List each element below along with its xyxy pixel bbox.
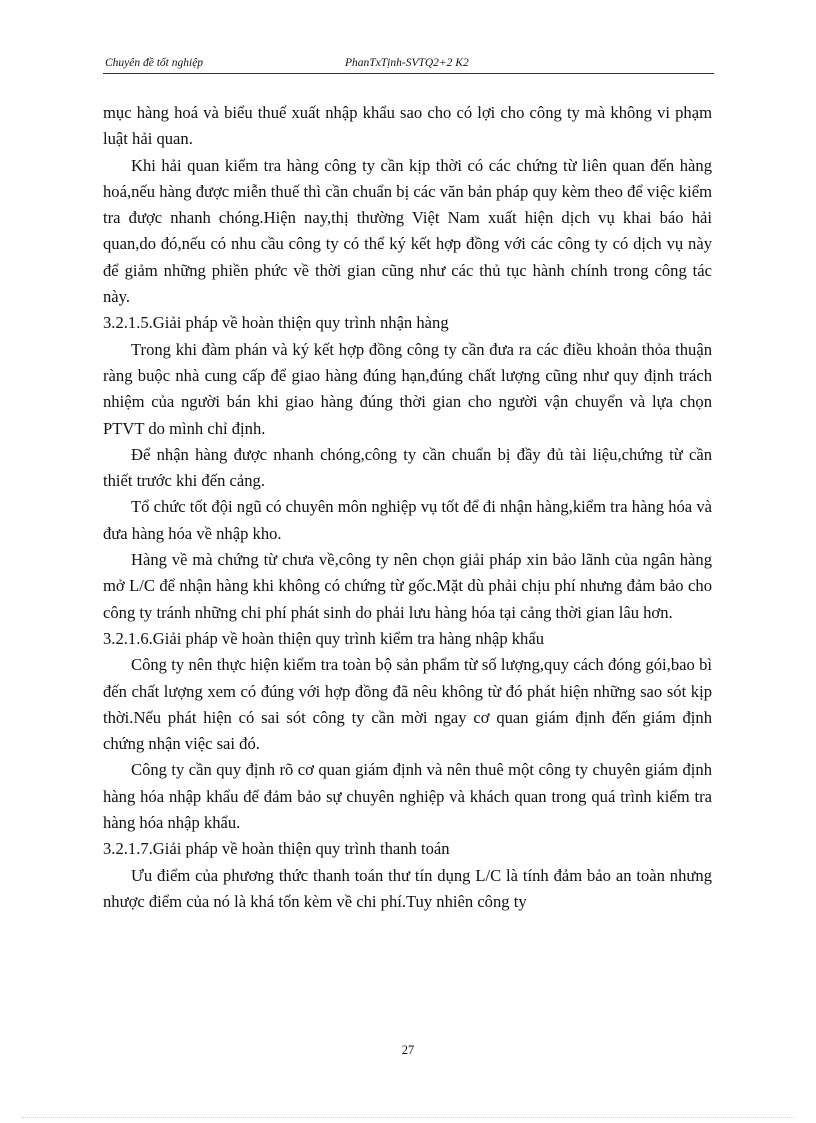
paragraph-continuation: mục hàng hoá và biểu thuế xuất nhập khẩu sao cho có lợi cho công ty mà không vi phạm luật hải quan. (103, 103, 712, 149)
paragraph: Tổ chức tốt đội ngũ có chuyên môn nghiệp vụ tốt để đi nhận hàng,kiểm tra hàng hóa và đưa hàng hóa về nhập kho. (103, 497, 712, 543)
header-document-title: Chuyên đề tốt nghiệp (105, 57, 204, 69)
paragraph: Khi hải quan kiểm tra hàng công ty cần kịp thời có các chứng từ liên quan đến hàng hoá,nếu hàng được miễn thuế thì cần chuẩn bị các văn bản pháp quy kèm theo để việc kiểm tra được nhanh chóng.Hiện nay,thị thường Việt Nam xuất hiện dịch vụ khai báo hải quan,do đó,nếu có nhu cầu công ty có thể ký kết hợp đồng với các công ty có dịch vụ này để giảm những phiền phức về thời gian cũng như các thủ tục hành chính trong công tác này. (103, 155, 712, 307)
paragraph: Công ty cần quy định rõ cơ quan giám định và nên thuê một công ty chuyên giám định hàng hóa nhập khẩu để đảm bảo sự chuyên nghiệp và khách quan trong quá trình kiểm tra hàng hóa nhập khẩu. (103, 760, 712, 833)
section-heading: 3.2.1.6.Giải pháp về hoàn thiện quy trình kiểm tra hàng nhập khẩu (103, 628, 545, 648)
header-author: PhanTxTịnh-SVTQ2+2 K2 (345, 57, 469, 69)
paragraph: Công ty nên thực hiện kiểm tra toàn bộ sản phẩm từ số lượng,quy cách đóng gói,bao bì đến chất lượng xem có đúng với hợp đồng đã nêu không từ đó phát hiện những sao sót kịp thời.Nếu phát hiện có sai sót công ty cần mời ngay cơ quan giám định đến giám định chứng nhận việc sai đó. (103, 655, 712, 754)
paragraph: Trong khi đàm phán và ký kết hợp đồng công ty cần đưa ra các điều khoản thỏa thuận ràng buộc nhà cung cấp để giao hàng đúng hạn,đúng chất lượng cũng như quy định trách nhiệm của người bán khi giao hàng đúng thời gian cho người vận chuyển và lựa chọn PTVT do mình chỉ định. (103, 339, 712, 438)
page-header (103, 55, 714, 74)
document-body (103, 100, 712, 915)
page-number: 27 (401, 1043, 415, 1057)
paragraph: Để nhận hàng được nhanh chóng,công ty cần chuẩn bị đầy đủ tài liệu,chứng từ cần thiết trước khi đến cảng. (103, 444, 712, 491)
section-heading: 3.2.1.5.Giải pháp về hoàn thiện quy trình nhận hàng (103, 313, 449, 333)
paragraph: Hàng về mà chứng từ chưa về,công ty nên chọn giải pháp xin bảo lãnh của ngân hàng mở L/C để nhận hàng khi không có chứng từ gốc.Mặt dù phải chịu phí nhưng đảm bảo cho công ty tránh những chi phí phát sinh do phải lưu hàng hóa tại cảng thời gian lâu hơn. (103, 550, 712, 622)
section-heading: 3.2.1.7.Giải pháp về hoàn thiện quy trình thanh toán (103, 839, 450, 859)
page-bottom-divider (22, 1117, 794, 1118)
paragraph: Ưu điểm của phương thức thanh toán thư tín dụng L/C là tính đảm bảo an toàn nhưng nhược điểm của nó là khá tốn kèm về chi phí.Tuy nhiên công ty (103, 865, 712, 911)
